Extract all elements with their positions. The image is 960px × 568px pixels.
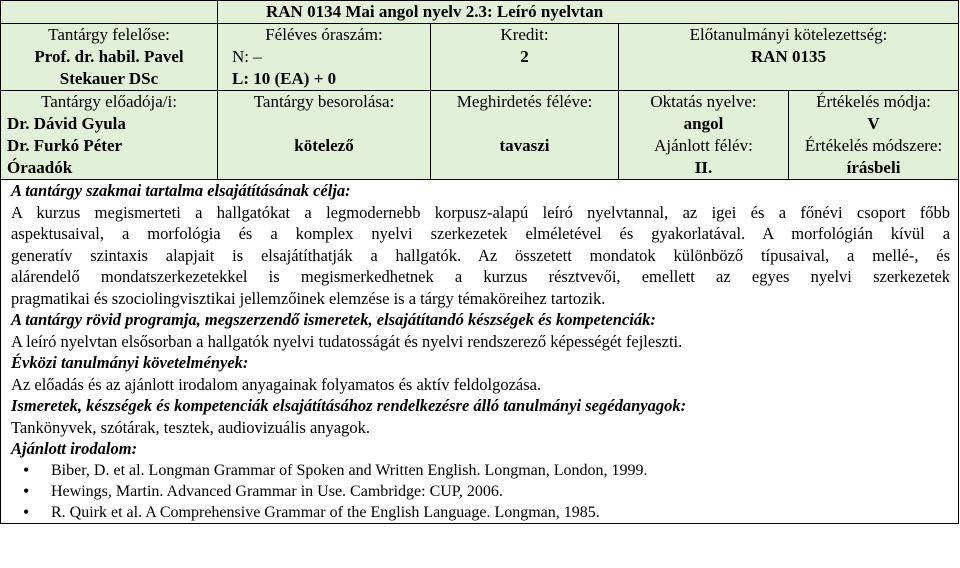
besorolas-value: kötelező	[294, 136, 354, 155]
reference-list	[11, 460, 950, 523]
reference-item: • Biber, D. et al. Longman Grammar of Spoken and Written English. Longman, London, 1999.	[39, 460, 950, 481]
ertekeles-value: V	[867, 114, 880, 133]
oraszam-label: Féléves óraszám:	[265, 25, 383, 44]
oraszam-l: L: 10 (EA) + 0	[232, 69, 337, 88]
program-text: A leíró nyelvtan elsősorban a hallgatók nyelvi tudatosságát és nyelvi rendszerező képességét fejleszti.	[11, 331, 683, 351]
content-cell	[1, 180, 959, 524]
eloado-name-1: Dr. Dávid Gyula	[7, 114, 126, 133]
modszer-label: Értékelés módszere:	[804, 136, 943, 155]
kredit-cell	[431, 24, 619, 91]
evkozi-text: Az előadás és az ajánlott irodalom anyagainak folyamatos és aktív feldolgozása.	[11, 374, 542, 394]
besorolas-cell	[218, 91, 431, 180]
oraszam-n: N: –	[232, 47, 262, 66]
meghirdetes-cell	[431, 91, 619, 180]
ajanlott-value: II.	[694, 158, 713, 177]
oraszam-cell	[218, 24, 431, 91]
irodalom-heading: Ajánlott irodalom:	[11, 439, 138, 458]
reference-item: • R. Quirk et al. A Comprehensive Grammar of the English Language. Longman, 1985.	[39, 502, 950, 523]
meghirdetes-label: Meghirdetés féléve:	[456, 92, 593, 111]
info-row-2	[1, 91, 959, 180]
nyelv-value: angol	[683, 114, 724, 133]
kredit-value: 2	[520, 47, 529, 66]
evkozi-heading: Évközi tanulmányi követelmények:	[11, 353, 249, 372]
ertekeles-label: Értékelés módja:	[816, 92, 931, 111]
felelos-cell	[1, 24, 218, 91]
info-row-1	[1, 24, 959, 91]
eloado-cell	[1, 91, 218, 180]
title-row	[1, 1, 959, 24]
celja-line-1: A kurzus megismerteti a hallgatókat a legmodernebb korpusz-alapú leíró nyelvtannal, az igei és a főnévi csoport főbb	[11, 202, 951, 222]
nyelv-cell	[619, 91, 789, 180]
modszer-value: írásbeli	[846, 158, 901, 177]
course-title: RAN 0134 Mai angol nyelv 2.3: Leíró nyelvtan	[218, 1, 959, 24]
elotan-cell	[619, 24, 959, 91]
felelos-name-2: Stekauer DSc	[59, 69, 159, 88]
segedanyag-text: Tankönyvek, szótárak, tesztek, audiovizuális anyagok.	[11, 417, 370, 437]
felelos-label: Tantárgy felelőse:	[48, 25, 170, 44]
eloado-label: Tantárgy előadója/i:	[41, 92, 177, 111]
ajanlott-label: Ajánlott félév:	[654, 136, 753, 155]
nyelv-label: Oktatás nyelve:	[650, 92, 757, 111]
kredit-label: Kredit:	[500, 25, 549, 44]
felelos-name-1: Prof. dr. habil. Pavel	[34, 47, 184, 66]
program-heading: A tantárgy rövid programja, megszerzendő ismeretek, elsajátítandó készségek és kompetenciák:	[11, 310, 656, 329]
elotan-value: RAN 0135	[750, 47, 827, 66]
meghirdetes-value: tavaszi	[499, 136, 550, 155]
celja-heading: A tantárgy szakmai tartalma elsajátításának célja:	[11, 181, 351, 200]
besorolas-label: Tantárgy besorolása:	[253, 92, 395, 111]
eloado-name-2: Dr. Furkó Péter	[7, 136, 123, 155]
ertekeles-cell	[789, 91, 959, 180]
celja-line-2: aspektusaival, a morfológia és a komplex nyelvi szerkezetek elméletével és gyakorlatával. A morfológián kívül a	[11, 224, 951, 243]
segedanyag-heading: Ismeretek, készségek és kompetenciák elsajátításához rendelkezésre álló tanulmányi segédanyagok:	[11, 396, 687, 415]
celja-line-3: generatív szintaxis alapjait is elsajátíthatják a hallgatók. Az összetett mondatok különböző típusaival, a mellé-, és	[11, 245, 951, 265]
celja-line-4: alárendelő mondatszerkezetekkel is megismerkedhetnek a kurzus résztvevői, emellett az egyes nyelvi szerkezetek	[11, 267, 951, 286]
celja-line-5: pragmatikai és szociolingvisztikai jellemzőinek elemzése is a tárgy témaköreihez tartozik.	[11, 288, 606, 308]
reference-item: • Hewings, Martin. Advanced Grammar in Use. Cambridge: CUP, 2006.	[39, 481, 950, 502]
oraadok-label: Óraadók	[7, 158, 73, 177]
content-row	[1, 180, 959, 524]
elotan-label: Előtanulmányi kötelezettség:	[689, 25, 888, 44]
